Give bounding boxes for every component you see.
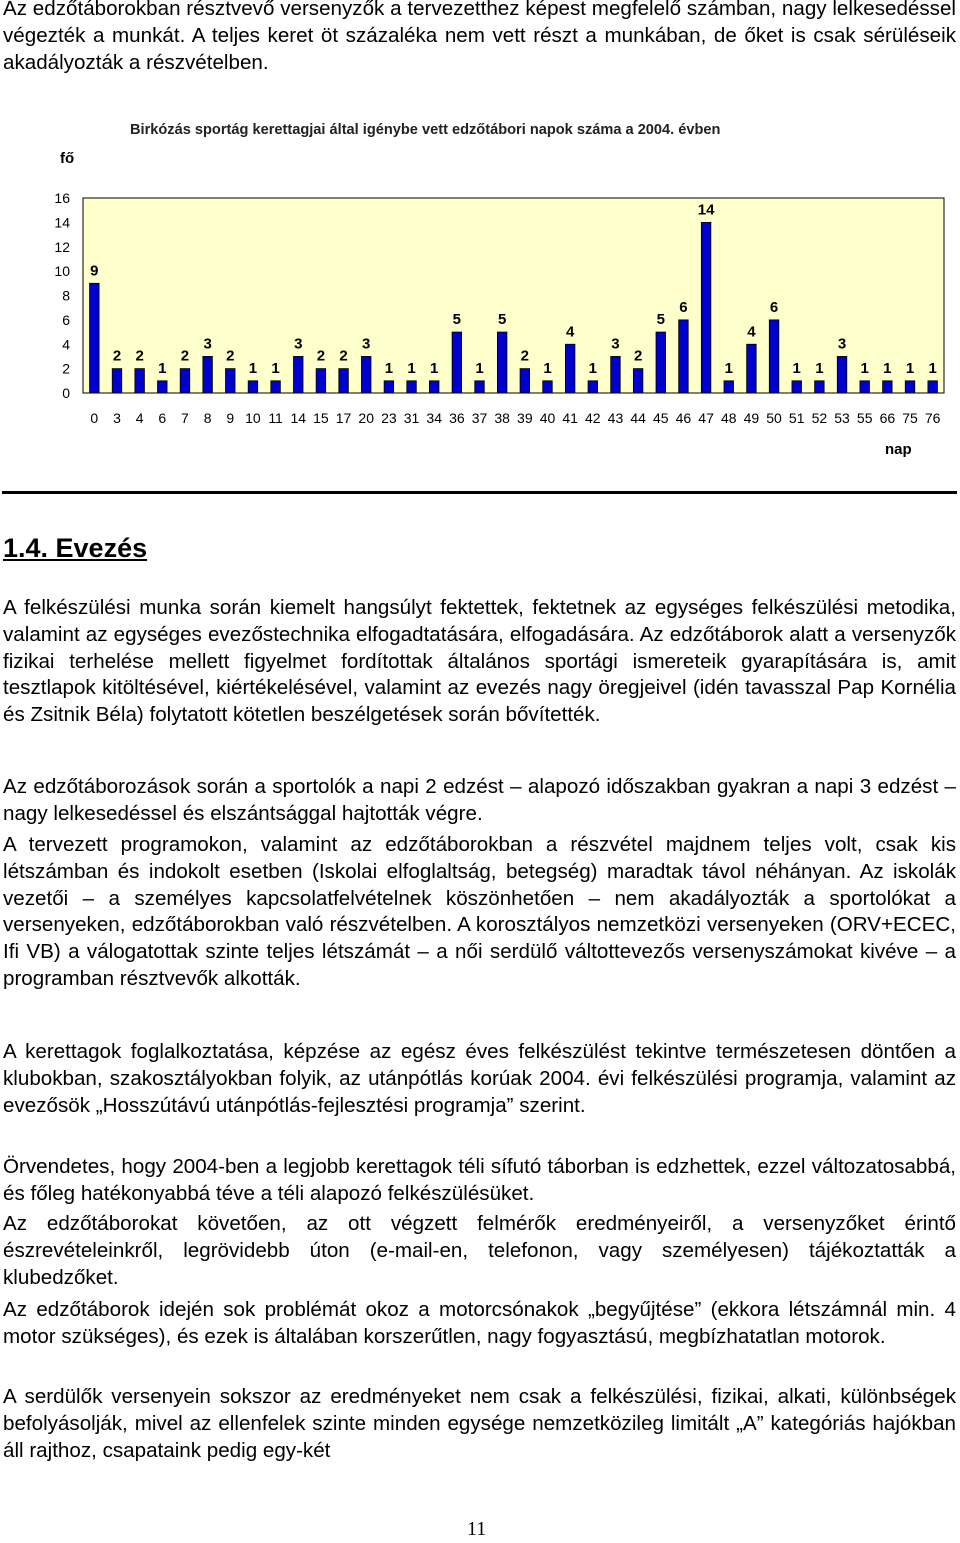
- x-tick-label: 45: [652, 410, 669, 426]
- bar-value-label: 3: [203, 335, 212, 353]
- bar-value-label: 1: [928, 359, 937, 377]
- bar: [724, 381, 734, 393]
- section-divider: [2, 491, 957, 494]
- x-tick-label: 76: [924, 410, 941, 426]
- intro-paragraph: Az edzőtáborokban résztvevő versenyzők a tervezetthez képest megfelelő számban, nagy lelkesedéssel végezték a munkát. A teljes keret öt százaléka nem vett részt a munkában, de őket is csak sérüléseik akadályozták a részvételben.: [3, 0, 956, 74]
- x-tick-label: 42: [585, 410, 601, 426]
- bar-value-label: 9: [90, 262, 99, 280]
- bar: [339, 369, 349, 393]
- bar-value-label: 1: [905, 359, 915, 377]
- bar-value-label: 6: [769, 298, 779, 316]
- body-paragraph: Az edzőtáborozások során a sportolók a napi 2 edzést – alapozó időszakban gyakran a napi 3 edzést – nagy lelkesedéssel és elszántsággal hajtották végre.: [3, 775, 956, 825]
- x-tick-label: 41: [562, 410, 578, 426]
- body-paragraph: A tervezett programokon, valamint az edzőtáborokban a részvétel majdnem teljes volt, csak kis létszámban és indokolt esetben (Iskolai elfoglaltság, betegség) maradtak távol néhányan. Az iskolák vezetői – a személyes kapcsolatfelvételnek köszönhetően – nem akadályozták a sportolókat a versenyeken, edzőtáborokban való részvételben. A korosztályos nemzetközi versenyeken (ORV+ECEC, Ifi VB) a válogatottak szinte teljes létszámát – a női serdülő váltottevezős versenyszámokat kivéve – a programban résztvevők alkották.: [3, 833, 956, 990]
- y-tick-label: 2: [62, 360, 70, 377]
- bar: [90, 283, 100, 393]
- x-tick-label: 47: [698, 410, 714, 426]
- x-tick-label: 44: [630, 410, 646, 426]
- bar: [475, 381, 485, 393]
- bar: [407, 381, 417, 393]
- bar: [271, 381, 281, 393]
- x-tick-label: 51: [788, 410, 805, 426]
- bar-value-label: 1: [792, 359, 801, 377]
- bar: [588, 381, 598, 393]
- x-tick-label: 36: [449, 410, 465, 426]
- y-tick-label: 0: [62, 385, 70, 401]
- bar-value-label: 1: [248, 359, 258, 377]
- x-tick-label: 48: [720, 410, 737, 426]
- bar-value-label: 1: [430, 359, 439, 377]
- y-tick-label: 10: [54, 263, 70, 280]
- x-tick-label: 14: [290, 410, 307, 426]
- bar-value-label: 4: [747, 323, 756, 341]
- body-paragraph: Örvendetes, hogy 2004-ben a legjobb kerettagok téli sífutó táborban is edzhettek, ezzel változatosabbá, és főleg hatékonyabbá téve a téli alapozó felkészülésüket.: [3, 1155, 956, 1205]
- x-tick-label: 17: [335, 410, 352, 426]
- x-tick-label: 75: [902, 410, 918, 426]
- bar-value-label: 1: [384, 359, 394, 377]
- bar-value-label: 2: [135, 347, 144, 365]
- bar: [837, 356, 847, 393]
- bar-value-label: 2: [316, 347, 326, 365]
- bar-value-label: 2: [520, 347, 530, 365]
- bar-value-label: 14: [697, 201, 715, 219]
- bar: [769, 320, 779, 393]
- bar: [883, 381, 893, 393]
- body-paragraph: A serdülők versenyein sokszor az eredményeket nem csak a felkészülési, fizikai, alkati, különbségek befolyásolják, mivel az ellenfelek szinte minden egysége nemzetközileg limitált „A” kategóriás hajókban áll rajthoz, csapataink pedig egy-két: [3, 1385, 956, 1462]
- bar-value-label: 3: [611, 335, 620, 353]
- bar-value-label: 1: [475, 359, 484, 377]
- body-paragraph: A felkészülési munka során kiemelt hangsúlyt fektettek, fektetnek az egységes felkészülési metodika, valamint az egységes evezőstechnika elfogadtatására, elfogadására. Az edzőtáborok alatt a versenyzők fizikai terhelése mellett figyelmet fordítottak általános sportági ismereteik gyarapítására is, amit tesztlapok kitöltésével, kiértékelésével, valamint az evezés nagy öregjeivel (idén tavasszal Pap Kornélia és Zsitnik Béla) folytatott kötetlen beszélgetések során bővítették.: [3, 596, 956, 727]
- bar-value-label: 2: [339, 347, 348, 365]
- page-number: 11: [467, 1518, 487, 1540]
- bar: [679, 320, 689, 393]
- body-paragraph: A kerettagok foglalkoztatása, képzése az egész éves felkészülést tekintve természetesen döntően a klubokban, szakosztályokban folyik, az utánpótlás korúak 2004. évi felkészülési programja, valamint az evezősök „Hosszútávú utánpótlás-fejlesztési programja” szerint.: [3, 1040, 956, 1117]
- bar: [112, 369, 122, 393]
- bar: [747, 344, 757, 393]
- bar-value-label: 6: [679, 298, 688, 316]
- x-tick-label: 4: [135, 410, 144, 426]
- bar-value-label: 2: [180, 347, 190, 365]
- x-tick-label: 38: [494, 410, 510, 426]
- y-tick-label: 16: [54, 190, 70, 206]
- body-paragraph: Az edzőtáborokat követően, az ott végzett felmérők eredményeiről, a versenyzőket érintő észrevételeinkről, legrövidebb úton (e-mail-en, telefonon, vagy személyesen) tájékoztatták a klubedzőket.: [3, 1212, 956, 1289]
- bar-value-label: 3: [837, 335, 847, 353]
- x-tick-label: 55: [856, 410, 873, 426]
- bar-value-label: 3: [362, 335, 371, 353]
- x-tick-label: 37: [471, 410, 488, 426]
- y-tick-label: 4: [62, 336, 70, 353]
- bar-value-label: 1: [815, 359, 824, 377]
- chart-xlabel: nap: [885, 441, 912, 458]
- bar-value-label: 2: [226, 347, 235, 365]
- x-tick-label: 8: [203, 410, 212, 426]
- bar: [361, 356, 371, 393]
- bar: [158, 381, 168, 393]
- bar: [611, 356, 621, 393]
- x-tick-label: 66: [879, 410, 896, 426]
- bar-value-label: 3: [294, 335, 303, 353]
- bar: [860, 381, 870, 393]
- bar: [248, 381, 258, 393]
- bar: [656, 332, 666, 393]
- bar-value-label: 1: [588, 359, 597, 377]
- body-paragraph: Az edzőtáborok idején sok problémát okoz a motorcsónakok „begyűjtése” (ekkora létszámnál min. 4 motor szükséges), és ezek is általában korszerűtlen, nagy fogyasztású, megbízhatatlan motorok.: [3, 1298, 956, 1348]
- bar: [135, 369, 145, 393]
- x-tick-label: 10: [245, 410, 261, 426]
- x-tick-label: 53: [834, 410, 850, 426]
- bar: [203, 356, 213, 393]
- bar-value-label: 4: [565, 323, 575, 341]
- x-tick-label: 11: [268, 410, 283, 426]
- bar: [429, 381, 439, 393]
- x-tick-label: 9: [226, 410, 235, 426]
- bar-value-label: 1: [543, 359, 552, 377]
- y-tick-label: 6: [62, 311, 70, 328]
- x-tick-label: 7: [181, 410, 189, 426]
- x-tick-label: 23: [381, 410, 397, 426]
- bar: [633, 369, 643, 393]
- bar: [928, 381, 938, 393]
- x-tick-label: 52: [811, 410, 828, 426]
- bar-value-label: 5: [656, 311, 665, 329]
- x-tick-label: 0: [90, 410, 99, 426]
- x-tick-label: 6: [158, 410, 167, 426]
- bar: [452, 332, 462, 393]
- chart-title: Birkózás sportág kerettagjai által igénybe vett edzőtábori napok száma a 2004. évben: [130, 122, 721, 138]
- bar-value-label: 1: [724, 359, 733, 377]
- bar: [497, 332, 507, 393]
- y-tick-label: 12: [54, 238, 70, 255]
- x-tick-label: 49: [743, 410, 760, 426]
- bar: [316, 369, 326, 393]
- x-tick-label: 50: [766, 410, 782, 426]
- x-tick-label: 46: [675, 410, 692, 426]
- bar-value-label: 1: [158, 359, 167, 377]
- x-tick-label: 34: [426, 410, 442, 426]
- bar: [701, 222, 711, 393]
- bar-value-label: 2: [112, 347, 122, 365]
- bar: [543, 381, 553, 393]
- section-heading: 1.4. Evezés: [3, 533, 148, 563]
- bar: [384, 381, 394, 393]
- bar: [293, 356, 303, 393]
- bar: [180, 369, 190, 393]
- x-tick-label: 40: [539, 410, 556, 426]
- x-tick-label: 3: [113, 410, 121, 426]
- bar-chart: [0, 180, 960, 440]
- y-tick-label: 8: [62, 287, 70, 304]
- chart-ylabel: fő: [60, 150, 75, 167]
- bar: [226, 369, 236, 393]
- bar-value-label: 1: [860, 359, 869, 377]
- bar: [565, 344, 575, 393]
- bar-value-label: 5: [497, 311, 507, 329]
- bar: [520, 369, 530, 393]
- x-tick-label: 31: [403, 410, 420, 426]
- bar-value-label: 1: [271, 359, 280, 377]
- bar: [792, 381, 802, 393]
- bar-value-label: 2: [633, 347, 643, 365]
- x-tick-label: 15: [313, 410, 329, 426]
- x-tick-label: 39: [517, 410, 533, 426]
- bar: [905, 381, 915, 393]
- bar-value-label: 1: [407, 359, 416, 377]
- bar-value-label: 1: [883, 359, 892, 377]
- x-tick-label: 20: [358, 410, 375, 426]
- x-tick-label: 43: [607, 410, 624, 426]
- y-tick-label: 14: [54, 214, 70, 231]
- bar-value-label: 5: [452, 311, 462, 329]
- bar: [815, 381, 825, 393]
